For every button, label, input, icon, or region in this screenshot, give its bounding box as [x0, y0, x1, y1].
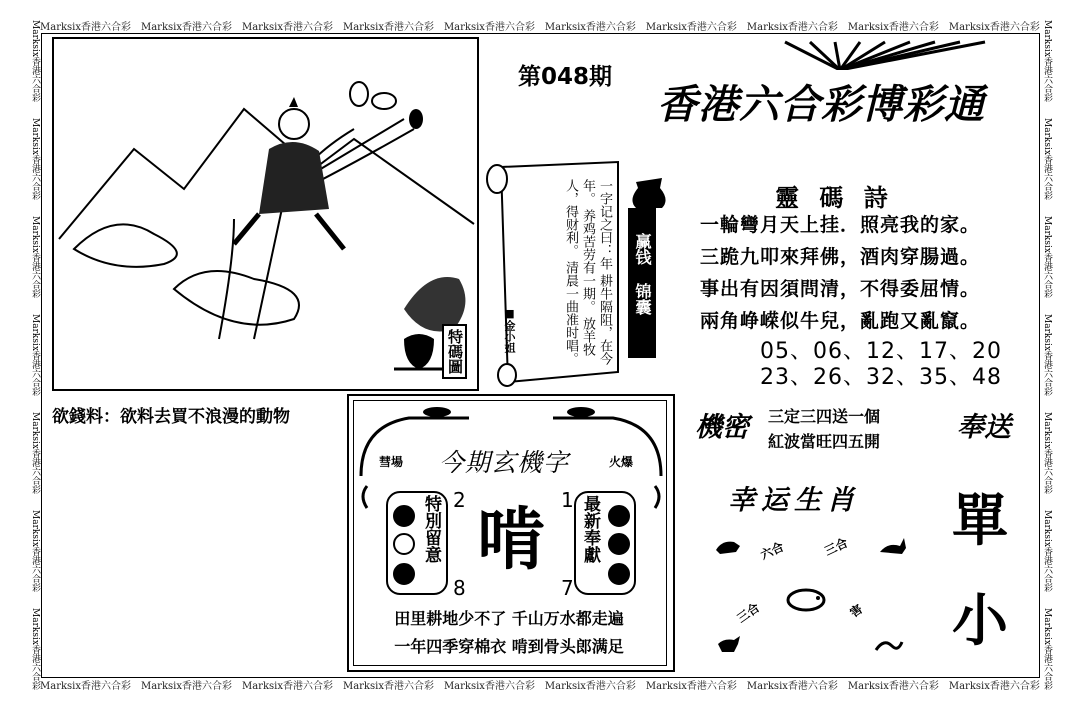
left-label: 特別留意 [421, 495, 441, 563]
scroll-panel [483, 157, 623, 387]
watermark-text: Marksix香港六合彩 [241, 681, 333, 692]
ball-icon [393, 533, 415, 555]
watermark-text: Marksix香港六合彩 [30, 412, 40, 494]
watermark-text: Marksix香港六合彩 [140, 22, 232, 33]
watermark-text: Marksix香港六合彩 [544, 22, 636, 33]
number-bottom-right: 7 [561, 576, 574, 600]
money-bag-icon [628, 170, 670, 210]
mystery-box [347, 394, 675, 672]
mystery-verse-2: 一年四季穿棉衣 啃到骨头郎满足 [394, 637, 624, 656]
ball-icon [608, 505, 630, 527]
ball-icon [608, 533, 630, 555]
poem-line: 三跪九叩來拜佛，酒肉穿腸過。 [700, 246, 981, 268]
watermark-right-column [1040, 20, 1052, 690]
picture-label: 特碼圖 [442, 324, 467, 379]
mystery-character: 啃 [477, 501, 546, 580]
number-bottom-left: 8 [453, 576, 466, 600]
watermark-text: Marksix香港六合彩 [30, 608, 40, 690]
watermark-text: Marksix香港六合彩 [948, 22, 1040, 33]
left-circle-group [386, 491, 448, 595]
riddle-line [52, 402, 290, 427]
tiger-icon [714, 538, 742, 556]
watermark-text: Marksix香港六合彩 [30, 510, 40, 592]
mystery-right-tag: 火爆 [609, 455, 634, 469]
zodiac-tag: 三合 [734, 600, 763, 626]
watermark-text: Marksix香港六合彩 [645, 22, 737, 33]
mystery-verse-1: 田里耕地少不了 千山万水都走遍 [394, 609, 624, 628]
number-top-right: 1 [561, 488, 574, 512]
watermark-left-column [28, 20, 40, 690]
scroll-line: 一字记之曰：年 [597, 179, 612, 270]
numbers-row-2: 23、26、32、35、48 [760, 365, 1002, 390]
watermark-text: Marksix香港六合彩 [1042, 20, 1052, 102]
watermark-text: Marksix香港六合彩 [140, 681, 232, 692]
watermark-text: Marksix香港六合彩 [948, 681, 1040, 692]
poem-line: 事出有因須問清，不得委屈情。 [700, 278, 981, 300]
pig-icon [784, 586, 828, 614]
watermark-text: Marksix香港六合彩 [30, 20, 40, 102]
secret-left-label: 機密 [695, 412, 749, 443]
watermark-text: Marksix香港六合彩 [746, 22, 838, 33]
winning-banner [628, 208, 656, 358]
secret-line-1: 三定三四送一個 [768, 407, 881, 426]
watermark-text: Marksix香港六合彩 [443, 681, 535, 692]
watermark-text: Marksix香港六合彩 [40, 22, 132, 33]
watermark-text: Marksix香港六合彩 [40, 681, 132, 692]
watermark-text: Marksix香港六合彩 [746, 681, 838, 692]
scroll-line: 耕牛隔阻，在今年。 [580, 179, 612, 366]
sunburst-decoration [655, 40, 1025, 70]
watermark-text: Marksix香港六合彩 [1042, 608, 1052, 690]
watermark-text: Marksix香港六合彩 [443, 22, 535, 33]
right-label: 最新奉獻 [580, 495, 600, 563]
riddle-text: 欲料去買不浪漫的動物 [120, 407, 290, 427]
riddle-label: 欲錢料： [52, 407, 120, 427]
lucky-title: 幸运生肖 [728, 485, 860, 516]
numbers-row-1: 05、06、12、17、20 [760, 339, 1002, 364]
watermark-text: Marksix香港六合彩 [847, 681, 939, 692]
watermark-bottom-row [40, 677, 1040, 691]
ball-icon [393, 505, 415, 527]
issue-number: 第048期 [518, 64, 613, 90]
watermark-text: Marksix香港六合彩 [1042, 412, 1052, 494]
poem-line: 兩角峥嵘似牛兒，亂跑又亂竄。 [700, 310, 981, 332]
watermark-text: Marksix香港六合彩 [241, 22, 333, 33]
right-circle-group [574, 491, 636, 595]
illustration-panel [52, 37, 479, 391]
secret-right-label: 奉送 [957, 412, 1011, 443]
watermark-text: Marksix香港六合彩 [1042, 510, 1052, 592]
zodiac-tag: 害 [847, 601, 866, 621]
watermark-text: Marksix香港六合彩 [342, 22, 434, 33]
rabbit-icon [878, 536, 910, 556]
small-char: 小 [952, 589, 1008, 654]
watermark-text: Marksix香港六合彩 [30, 314, 40, 396]
zodiac-tag: 三合 [822, 535, 851, 559]
scroll-line: 清晨一曲准时唱。 [563, 261, 578, 366]
watermark-text: Marksix香港六合彩 [30, 118, 40, 200]
poem-line: 一輪彎月天上挂．照亮我的家。 [700, 214, 981, 236]
mystery-left-tag: 彗場 [379, 455, 404, 469]
watermark-text: Marksix香港六合彩 [1042, 118, 1052, 200]
banner-text-b: 锦囊 [633, 283, 652, 315]
banner-text-a: 赢钱 [633, 233, 652, 265]
boy-on-tree-illustration [54, 39, 477, 389]
scroll-line: 养鸡苦劳有一期。 [580, 209, 595, 314]
watermark-text: Marksix香港六合彩 [1042, 216, 1052, 298]
snake-icon [874, 634, 904, 656]
watermark-text: Marksix香港六合彩 [847, 22, 939, 33]
ball-icon [393, 563, 415, 585]
zodiac-diagram [712, 530, 912, 660]
single-char: 單 [952, 489, 1008, 554]
page-title: 香港六合彩博彩通 [657, 82, 985, 128]
ball-icon [608, 563, 630, 585]
scroll-verse [562, 179, 613, 369]
number-top-left: 2 [453, 488, 466, 512]
watermark-text: Marksix香港六合彩 [1042, 314, 1052, 396]
scroll-author: ■金小姐 [503, 307, 516, 353]
watermark-text: Marksix香港六合彩 [30, 216, 40, 298]
zodiac-tag: 六合 [758, 539, 787, 563]
poem-title: 靈 碼 詩 [775, 184, 894, 212]
watermark-text: Marksix香港六合彩 [544, 681, 636, 692]
poem-block [700, 210, 980, 333]
scroll-line: 放羊牧人，得财利。 [563, 179, 595, 357]
watermark-top-row [40, 18, 1040, 32]
secret-line-2: 紅波當旺四五開 [768, 432, 881, 451]
mystery-title: 今期玄機字 [439, 448, 570, 477]
watermark-text: Marksix香港六合彩 [645, 681, 737, 692]
watermark-text: Marksix香港六合彩 [342, 681, 434, 692]
goat-icon [714, 634, 742, 656]
